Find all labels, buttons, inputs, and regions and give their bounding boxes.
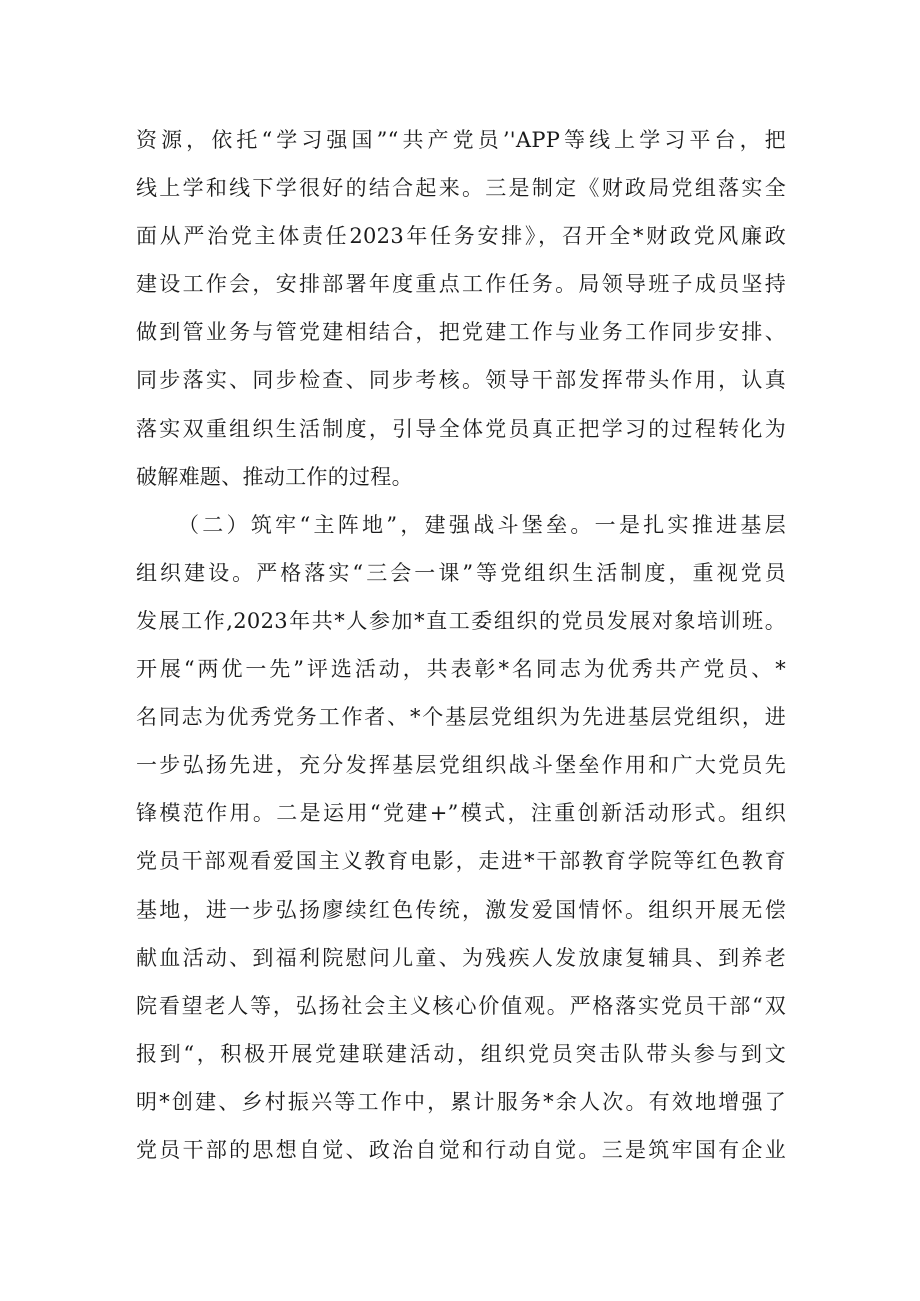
text-line: 线上学和线下学很好的结合起来。三是制定《财政局党组落实全 bbox=[136, 176, 786, 201]
text-line: 党员干部观看爱国主义教育电影，走进*干部教育学院等红色教育 bbox=[136, 849, 786, 874]
text-line: 落实双重组织生活制度，引导全体党员真正把学习的过程转化为 bbox=[136, 416, 786, 441]
text-line: 资源，依托“学习强国”“共产党员’'APP等线上学习平台，把 bbox=[136, 128, 786, 152]
text-line: 面从严治党主体责任2023年任务安排》，召开全*财政党风廉政 bbox=[136, 224, 786, 249]
text-line: 一步弘扬先进，充分发挥基层党组织战斗堡垒作用和广大党员先 bbox=[136, 753, 786, 778]
text-line: 名同志为优秀党务工作者、*个基层党组织为先进基层党组织，进 bbox=[136, 705, 786, 730]
text-line: 院看望老人等，弘扬社会主义核心价值观。严格落实党员干部“双 bbox=[136, 993, 786, 1018]
text-line: 发展工作,2023年共*人参加*直工委组织的党员发展对象培训班。 bbox=[136, 608, 786, 633]
text-line: 献血活动、到福利院慰问儿童、为残疾人发放康复辅具、到养老 bbox=[136, 945, 786, 970]
text-line: （二）筑牢“主阵地”，建强战斗堡垒。一是扎实推进基层 bbox=[178, 512, 786, 537]
text-line: 基地，进一步弘扬廖续红色传统，激发爱国情怀。组织开展无偿 bbox=[136, 897, 786, 922]
text-line: 锋模范作用。二是运用“党建+”模式，注重创新活动形式。组织 bbox=[136, 801, 786, 826]
document-body bbox=[136, 116, 786, 1174]
text-line: 做到管业务与管党建相结合，把党建工作与业务工作同步安排、 bbox=[136, 320, 786, 345]
text-line: 同步落实、同步检查、同步考核。领导干部发挥带头作用，认真 bbox=[136, 368, 786, 393]
text-line: 报到“，积极开展党建联建活动，组织党员突击队带头参与到文 bbox=[136, 1041, 786, 1066]
text-line: 明*创建、乡村振兴等工作中，累计服务*余人次。有效地增强了 bbox=[136, 1089, 786, 1114]
text-line: 党员干部的思想自觉、政治自觉和行动自觉。三是筑牢国有企业 bbox=[136, 1137, 786, 1162]
text-line: 建设工作会，安排部署年度重点工作任务。局领导班子成员坚持 bbox=[136, 272, 786, 297]
text-line: 开展“两优一先”评选活动，共表彰*名同志为优秀共产党员、* bbox=[136, 657, 786, 682]
text-line: 破解难题、推动工作的过程。 bbox=[136, 464, 413, 489]
text-line: 组织建设。严格落实“三会一课”等党组织生活制度，重视党员 bbox=[136, 560, 786, 585]
